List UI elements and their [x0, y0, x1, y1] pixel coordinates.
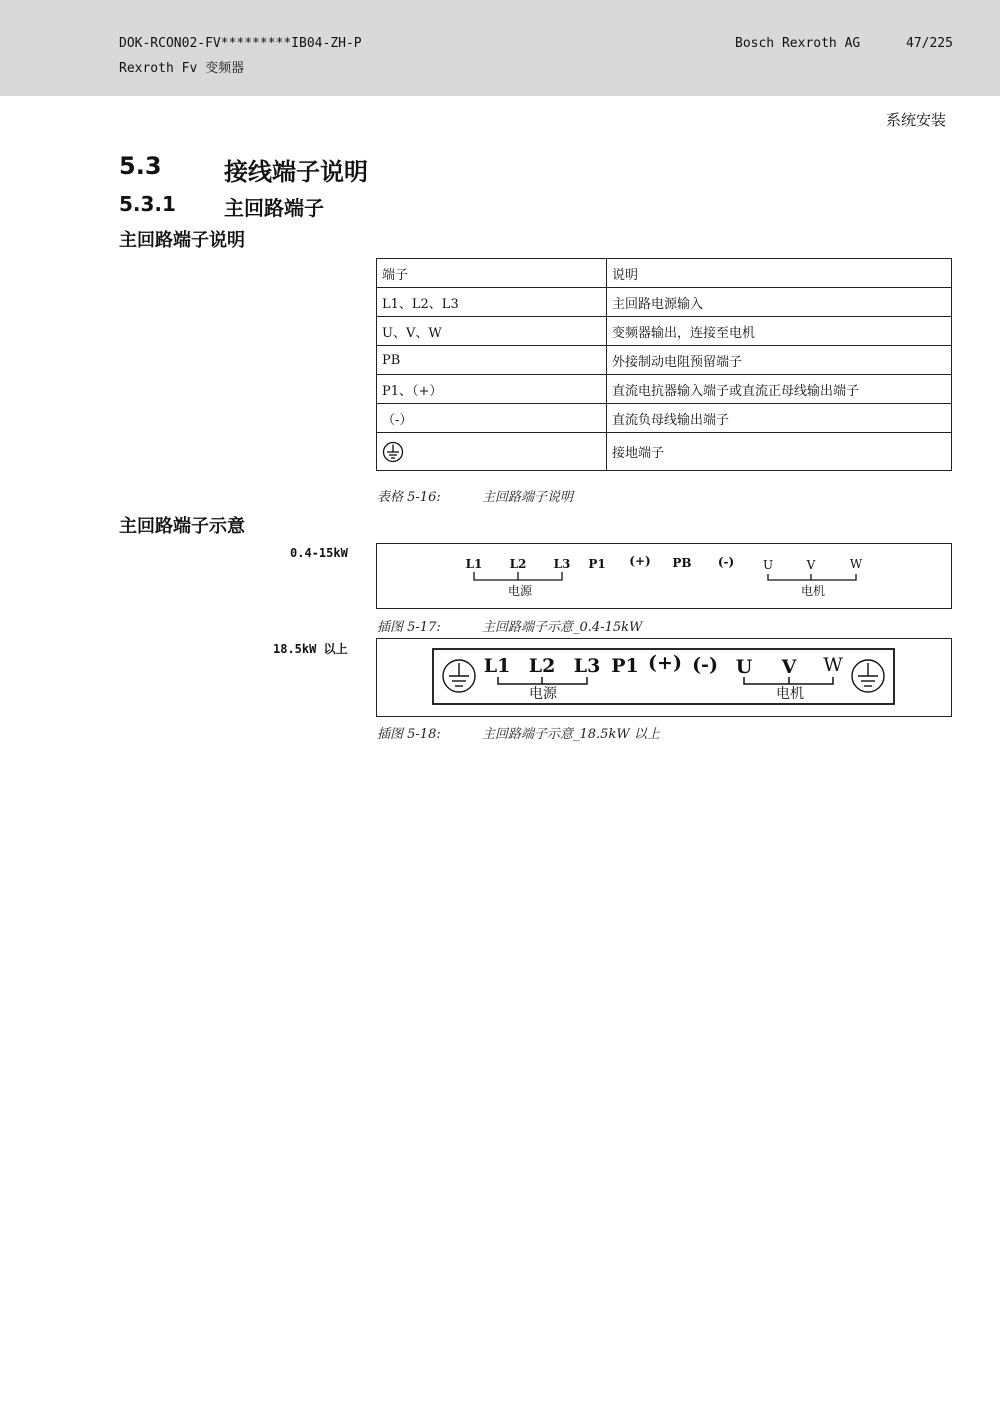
terminal-label: W — [823, 654, 843, 676]
terminal-label: L1 — [483, 655, 511, 677]
page-number: 47/225 — [906, 36, 953, 51]
table-caption-text: 主回路端子说明 — [482, 490, 574, 505]
table-header-row — [377, 259, 952, 288]
group-label-power: 电源 — [507, 584, 533, 598]
terminal-table — [376, 258, 952, 471]
cell-terminal: （-） — [377, 404, 607, 433]
terminal-label: L3 — [553, 557, 571, 571]
terminal-label: (+) — [648, 652, 682, 674]
terminal-label: L1 — [465, 557, 483, 571]
terminal-label: (+) — [629, 554, 651, 568]
diagram2-caption-label: 插图 5-18: — [377, 727, 441, 742]
section-number: 5.3 — [119, 152, 162, 180]
diagram2-caption-text: 主回路端子示意_18.5kW 以上 — [482, 727, 660, 742]
terminal-label: P1 — [588, 557, 606, 571]
table-row — [377, 288, 952, 317]
document-id: DOK-RCON02-FV*********IB04-ZH-P — [119, 36, 362, 51]
company-name: Bosch Rexroth AG — [735, 36, 861, 51]
cell-terminal: U、V、W — [377, 317, 607, 346]
terminal-label: W — [849, 557, 863, 571]
terminal-label: L2 — [528, 655, 556, 677]
terminal-label: L2 — [509, 557, 527, 571]
terminal-label: V — [806, 558, 816, 572]
group-label-power: 电源 — [529, 686, 557, 702]
section-tag: 系统安装 — [886, 111, 947, 129]
table-row — [377, 433, 952, 471]
product-name: Rexroth Fv 变频器 — [119, 61, 245, 76]
cell-description: 变频器输出，连接至电机 — [607, 317, 952, 346]
table-caption-label: 表格 5-16: — [377, 490, 441, 505]
terminal-label: P1 — [611, 655, 639, 677]
subsection-number: 5.3.1 — [119, 192, 176, 216]
cell-terminal: P1、（+） — [377, 375, 607, 404]
terminal-label: U — [762, 558, 774, 572]
cell-description: 主回路电源输入 — [607, 288, 952, 317]
cell-terminal: L1、L2、L3 — [377, 288, 607, 317]
subsection-title: 主回路端子 — [224, 196, 324, 220]
diagram1-frame — [376, 543, 952, 609]
cell-terminal — [377, 433, 607, 471]
diagram2-frame — [376, 638, 952, 717]
group-label-motor: 电机 — [800, 584, 826, 598]
terminal-label: (-) — [692, 654, 718, 676]
table-row — [377, 317, 952, 346]
cell-description: 接地端子 — [607, 433, 952, 471]
ground-icon — [382, 441, 404, 463]
cell-description: 直流负母线输出端子 — [607, 404, 952, 433]
table-row — [377, 346, 952, 375]
header-description: 说明 — [607, 259, 952, 288]
terminal-label: PB — [672, 556, 692, 570]
diagram-heading: 主回路端子示意 — [119, 516, 245, 537]
cell-description: 外接制动电阻预留端子 — [607, 346, 952, 375]
diagram1-caption-label: 插图 5-17: — [377, 620, 441, 635]
header-terminal: 端子 — [377, 259, 607, 288]
cell-description: 直流电抗器输入端子或直流正母线输出端子 — [607, 375, 952, 404]
terminal-label: (-) — [717, 555, 735, 569]
terminal-label: U — [735, 656, 753, 678]
diagram1-power-range: 0.4-15kW — [290, 546, 348, 560]
cell-terminal: PB — [377, 346, 607, 375]
group-label-motor: 电机 — [776, 686, 804, 702]
terminal-label: L3 — [573, 655, 601, 677]
section-title: 接线端子说明 — [224, 158, 368, 186]
table-row — [377, 375, 952, 404]
table-row — [377, 404, 952, 433]
diagram2-power-range: 18.5kW 以上 — [273, 642, 348, 656]
table-heading: 主回路端子说明 — [119, 230, 245, 251]
terminal-label: V — [781, 656, 797, 678]
diagram1-caption-text: 主回路端子示意_0.4-15kW — [482, 620, 643, 635]
